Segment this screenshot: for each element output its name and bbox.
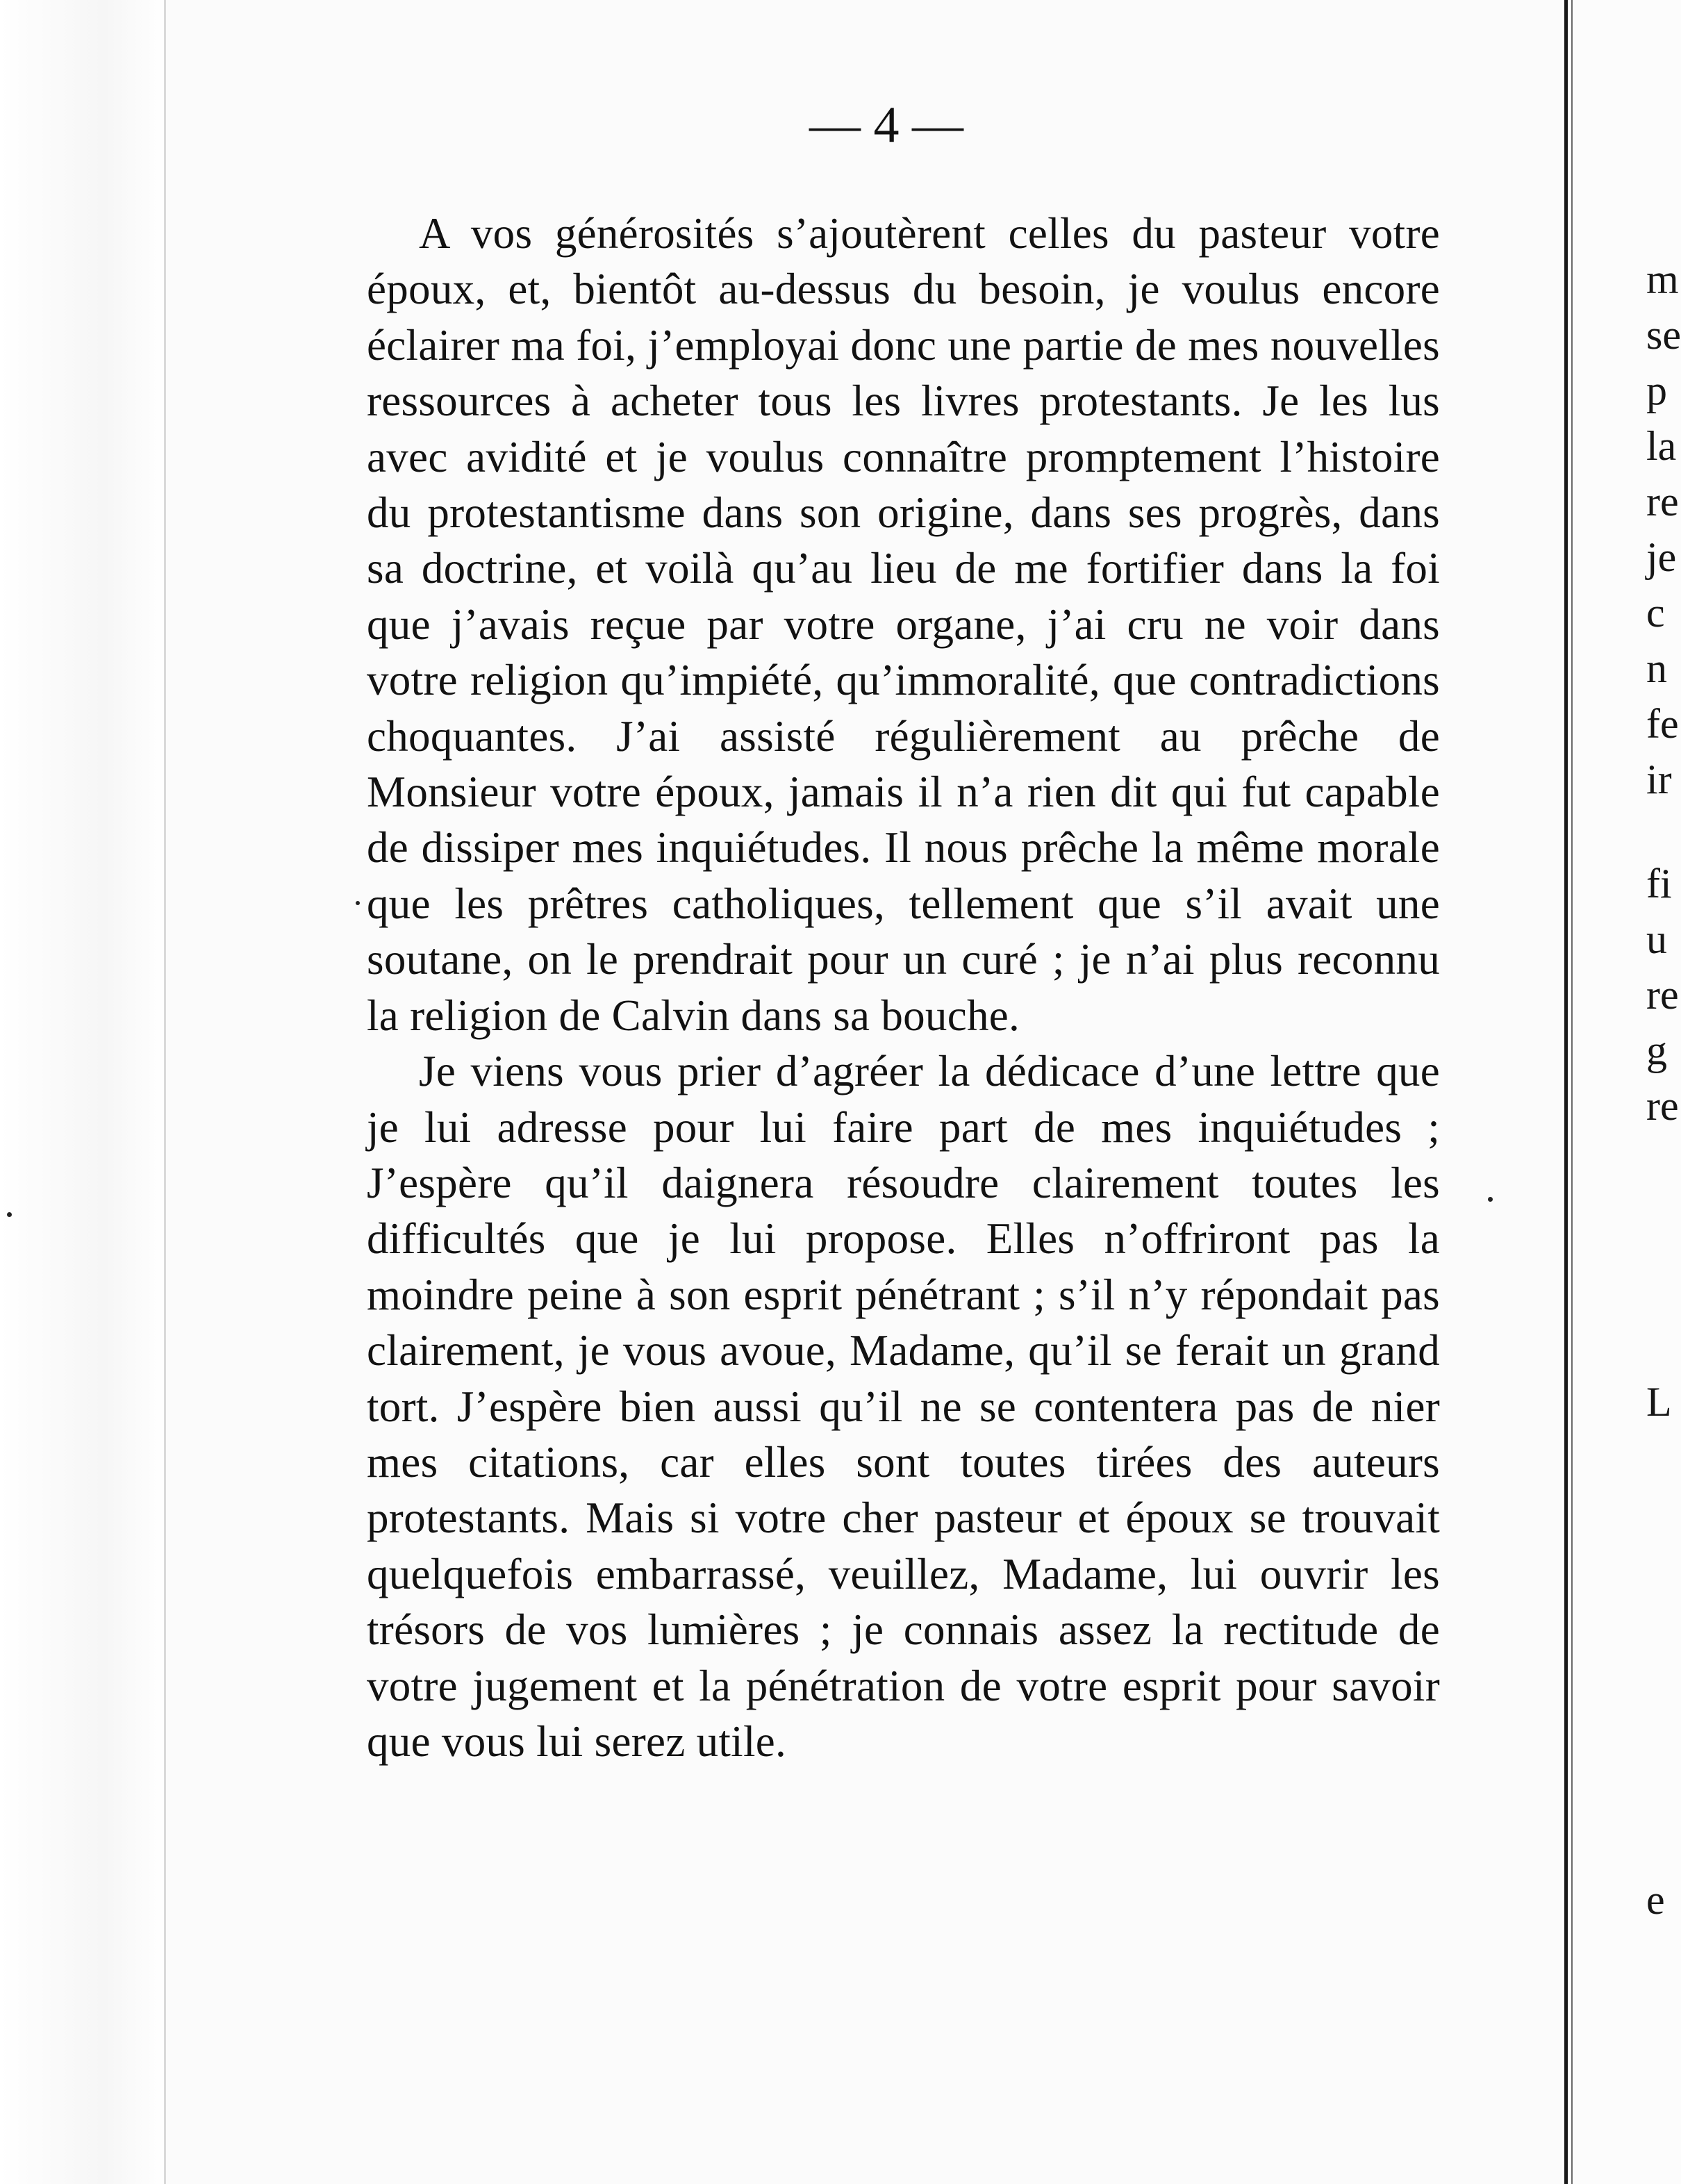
adjacent-page-fragment: fe	[1646, 701, 1679, 747]
adjacent-page-fragment: e	[1646, 1877, 1665, 1923]
adjacent-page-fragment: L	[1646, 1379, 1672, 1425]
page-body	[367, 206, 1440, 1769]
adjacent-page-fragment: p	[1646, 367, 1667, 413]
ink-speck	[356, 901, 360, 905]
adjacent-page-fragment: se	[1646, 312, 1681, 358]
adjacent-page-fragment: re	[1646, 1083, 1679, 1129]
adjacent-page-fragment: m	[1646, 256, 1679, 302]
adjacent-page-fragment: c	[1646, 590, 1665, 636]
binding-edge-shadow	[1571, 0, 1573, 2184]
ink-speck	[1488, 1197, 1493, 1202]
paragraph-1: A vos générosités s’ajoutèrent celles du pasteur votre époux, et, bientôt au-dessus du besoin, je voulus encore éclairer ma foi, j’employai donc une partie de mes nouvelles ressources à acheter tous les livres protestants. Je les lus avec avidité et je voulus connaître promptement l’histoire du protestantisme dans son origine, dans ses progrès, dans sa doctrine, et voilà qu’au lieu de me fortifier dans la foi que j’avais reçue par votre organe, j’ai cru ne voir dans votre religion qu’impiété, qu’immoralité, que contradictions choquantes. J’ai assisté régulièrement au prêche de Monsieur votre époux, jamais il n’a rien dit qui fut capable de dissiper mes inquiétudes. Il nous prêche la même morale que les prêtres catholiques, tellement que s’il avait une soutane, on le prendrait pour un curé ; je n’ai plus reconnu la religion de Calvin dans sa bouche.	[367, 209, 1440, 1040]
adjacent-page-fragment: u	[1646, 916, 1667, 962]
scan-margin	[0, 0, 165, 2184]
page-number: — 4 —	[809, 97, 963, 154]
paragraph-2: Je viens vous prier d’agréer la dédicace d’une lettre que je lui adresse pour lui faire part de mes inquiétudes ; J’espère qu’il daignera résoudre clairement toutes les difficultés que je lui propose. Elles n’offriront pas la moindre peine à son esprit pénétrant ; s’il n’y répondait pas clairement, je vous avoue, Madame, qu’il se ferait un grand tort. J’espère bien aussi qu’il ne se contentera pas de nier mes citations, car elles sont toutes tirées des auteurs protestants. Mais si votre cher pasteur et époux se trouvait quelquefois embarrassé, veuillez, Madame, lui ouvrir les trésors de vos lumières ; je connais assez la rectitude de votre jugement et la pénétration de votre esprit pour savoir que vous lui serez utile.	[367, 1047, 1440, 1766]
adjacent-page-fragment: n	[1646, 645, 1667, 691]
adjacent-page-fragment: fi	[1646, 861, 1672, 907]
adjacent-page-fragment: je	[1646, 534, 1677, 580]
adjacent-page-fragment: la	[1646, 423, 1677, 469]
adjacent-page-fragment: re	[1646, 972, 1679, 1018]
adjacent-page-fragment: ir	[1646, 756, 1672, 802]
ink-speck	[7, 1212, 12, 1217]
adjacent-page-fragment: g	[1646, 1027, 1667, 1073]
adjacent-page-fragment: re	[1646, 479, 1679, 524]
binding-edge	[1564, 0, 1568, 2184]
